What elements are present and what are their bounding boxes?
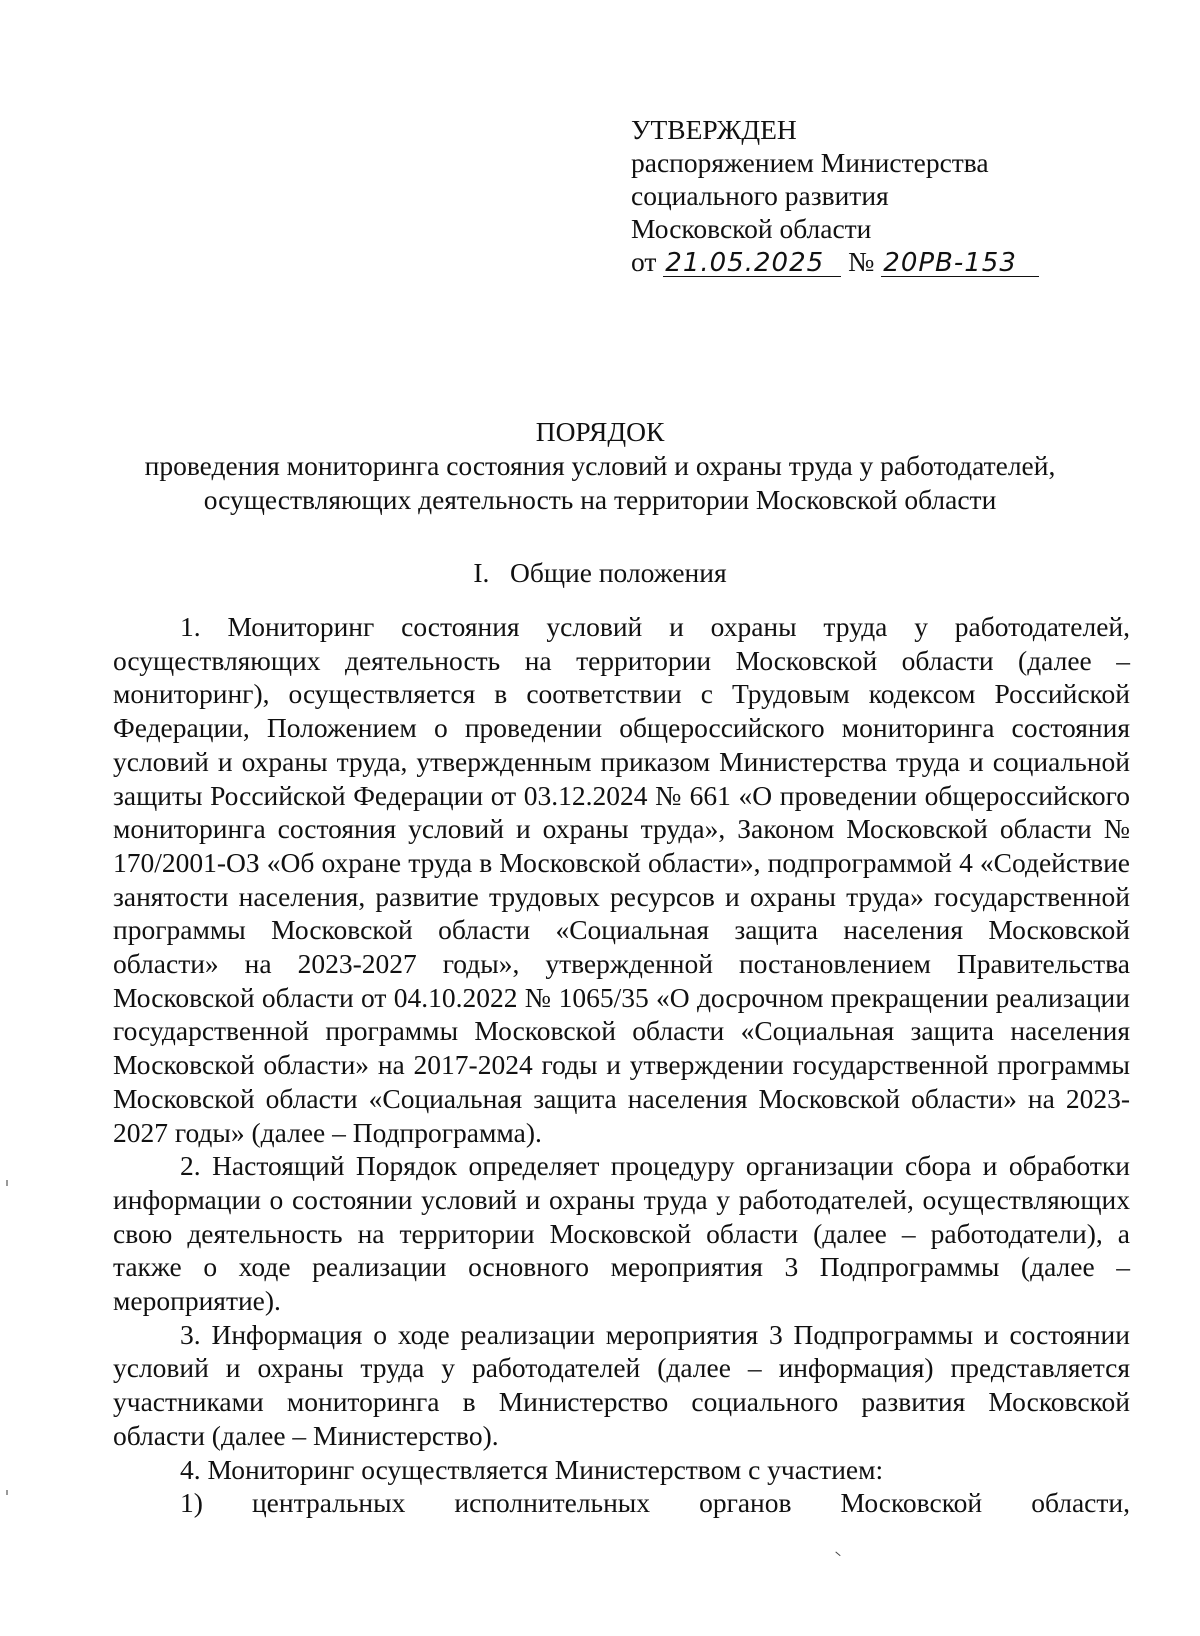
title-main: ПОРЯДОК [535,416,665,447]
paragraph-4: 4. Мониторинг осуществляется Министерством с участием: [180,1453,884,1485]
document-body [113,610,1130,1520]
scan-mark [833,1552,840,1559]
scan-edge-speck [6,1490,8,1495]
approval-stamp-block [631,113,1191,278]
paragraph-5: 1) центральных исполнительных органов Московской области, [180,1487,1130,1519]
title-subtitle-line-1: проведения мониторинга состояния условий и охраны труда у работодателей, [144,450,1056,481]
paragraph-1: 1. Мониторинг состояния условий и охраны труда у работодателей, осуществляющих деятельность на территории Московской области (далее – мониторинг), осуществляется в соответствии с Трудовым кодексом Российской Федерации, Положением о проведении общероссийского мониторинга состояния условий и охраны труда, утвержденным приказом Министерства труда и социальной защиты Российской Федерации от 03.12.2024 № 661 «О проведении общероссийского мониторинга состояния условий и охраны труда», Законом Московской области № 170/2001-ОЗ «Об охране труда в Московской области», подпрограммой 4 «Содействие занятости населения, развитие трудовых ресурсов и охраны труда» государственной программы Московской области «Социальная защита населения Московской области» на 2023-2027 годы», утвержденной постановлением Правительства Московской области от 04.10.2022 № 1065/35 «О досрочном прекращении реализации государственной программы Московской области «Социальная защита населения Московской области» на 2017-2024 годы и утверждении государственной программы Московской области «Социальная защита населения Московской области» на 2023-2027 годы» (далее – Подпрограмма). [113,611,1130,1148]
title-subtitle-line-2: осуществляющих деятельность на территории Московской области [203,484,997,515]
handwritten-date: 21.05.2025 [663,250,841,277]
approval-line-3: Московской области [631,213,872,244]
approval-date-line [631,245,1191,278]
approval-heading: УТВЕРЖДЕН [631,114,797,145]
paragraph-3: 3. Информация о ходе реализации мероприятия 3 Подпрограммы и состоянии условий и охраны труда у работодателей (далее – информация) представляется участниками мониторинга в Министерство социального развития Московской области (далее – Министерство). [113,1318,1130,1451]
date-prefix: от [631,246,657,277]
approval-line-2: социального развития [631,180,889,211]
handwritten-number: 20РВ-153 [881,250,1039,277]
paragraph-2: 2. Настоящий Порядок определяет процедуру организации сбора и обработки информации о состоянии условий и охраны труда у работодателей, осуществляющих свою деятельность на территории Московской области (далее – работодатели), а также о ходе реализации основного мероприятия 3 Подпрограммы (далее – мероприятие). [113,1150,1130,1317]
section-heading: I. Общие положения [473,557,727,588]
scan-edge-speck [6,1180,8,1186]
number-prefix: № [848,246,875,277]
approval-line-1: распоряжением Министерства [631,147,989,178]
document-title [100,415,1100,517]
